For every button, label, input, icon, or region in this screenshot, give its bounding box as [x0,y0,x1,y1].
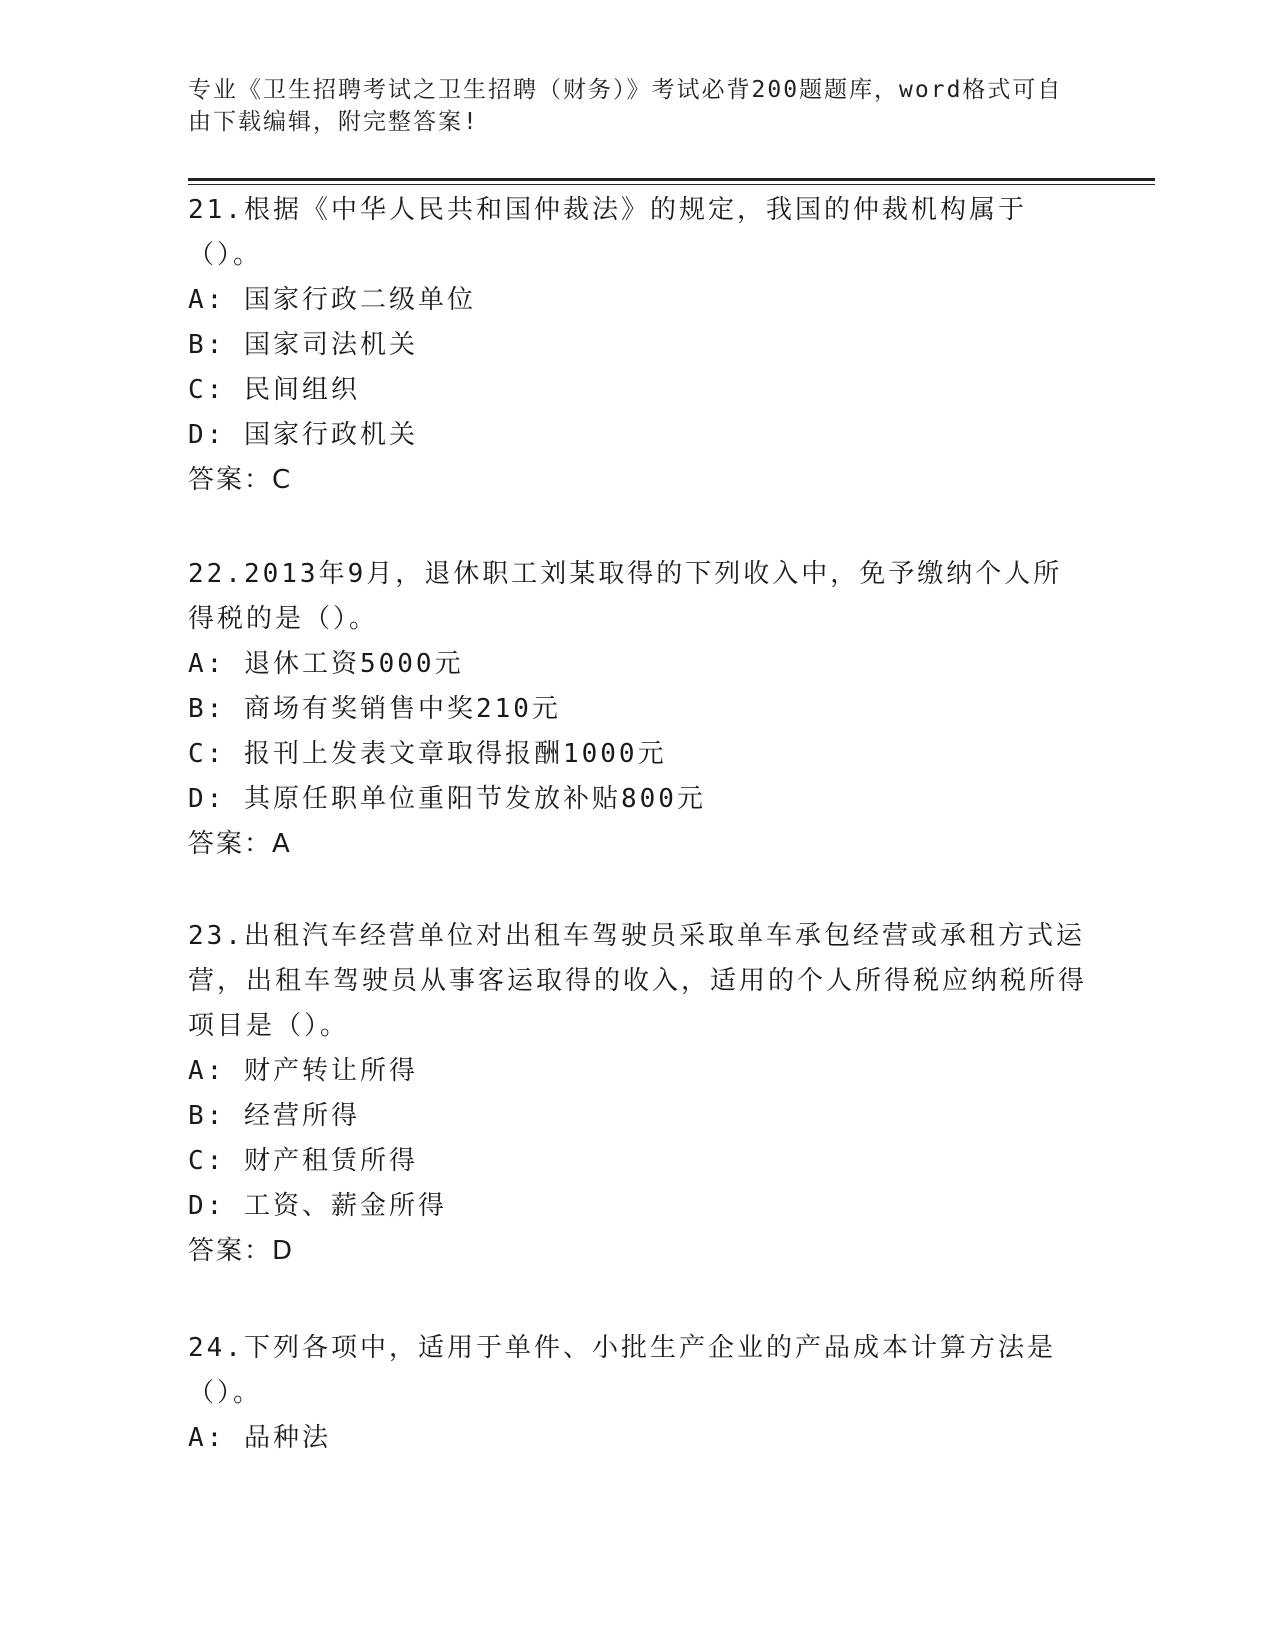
answer-line: 答案：D [188,1236,295,1266]
question-21 [188,188,1088,503]
question-22 [188,552,1088,867]
option-c: C: 民间组织 [188,375,360,405]
question-stem: 21.根据《中华人民共和国仲裁法》的规定，我国的仲裁机构属于（）。 [188,195,1027,270]
answer-line: 答案：C [188,465,293,495]
option-d: D: 其原任职单位重阳节发放补贴800元 [188,784,706,814]
option-c: C: 财产租赁所得 [188,1146,418,1176]
option-c: C: 报刊上发表文章取得报酬1000元 [188,739,667,769]
question-23 [188,914,1088,1274]
answer-line: 答案：A [188,829,292,859]
option-b: B: 经营所得 [188,1101,360,1131]
option-d: D: 国家行政机关 [188,420,418,450]
question-stem: 24.下列各项中，适用于单件、小批生产企业的产品成本计算方法是（）。 [188,1333,1056,1408]
question-stem: 23.出租汽车经营单位对出租车驾驶员采取单车承包经营或承租方式运营，出租车驾驶员从事客运取得的收入，适用的个人所得税应纳税所得项目是（）。 [188,921,1088,1041]
option-b: B: 商场有奖销售中奖210元 [188,694,561,724]
option-a: A: 国家行政二级单位 [188,285,476,315]
header-divider-thick [188,178,1155,181]
header-divider-thin [188,184,1155,185]
question-stem: 22.2013年9月，退休职工刘某取得的下列收入中，免予缴纳个人所得税的是（）。 [188,559,1063,634]
option-a: A: 财产转让所得 [188,1056,418,1086]
document-header: 专业《卫生招聘考试之卫生招聘（财务）》考试必背200题题库，word格式可自由下载编辑，附完整答案! [188,77,1063,135]
option-d: D: 工资、薪金所得 [188,1191,447,1221]
option-a: A: 退休工资5000元 [188,649,464,679]
option-a: A: 品种法 [188,1423,331,1453]
option-b: B: 国家司法机关 [188,330,418,360]
question-24 [188,1326,1088,1461]
